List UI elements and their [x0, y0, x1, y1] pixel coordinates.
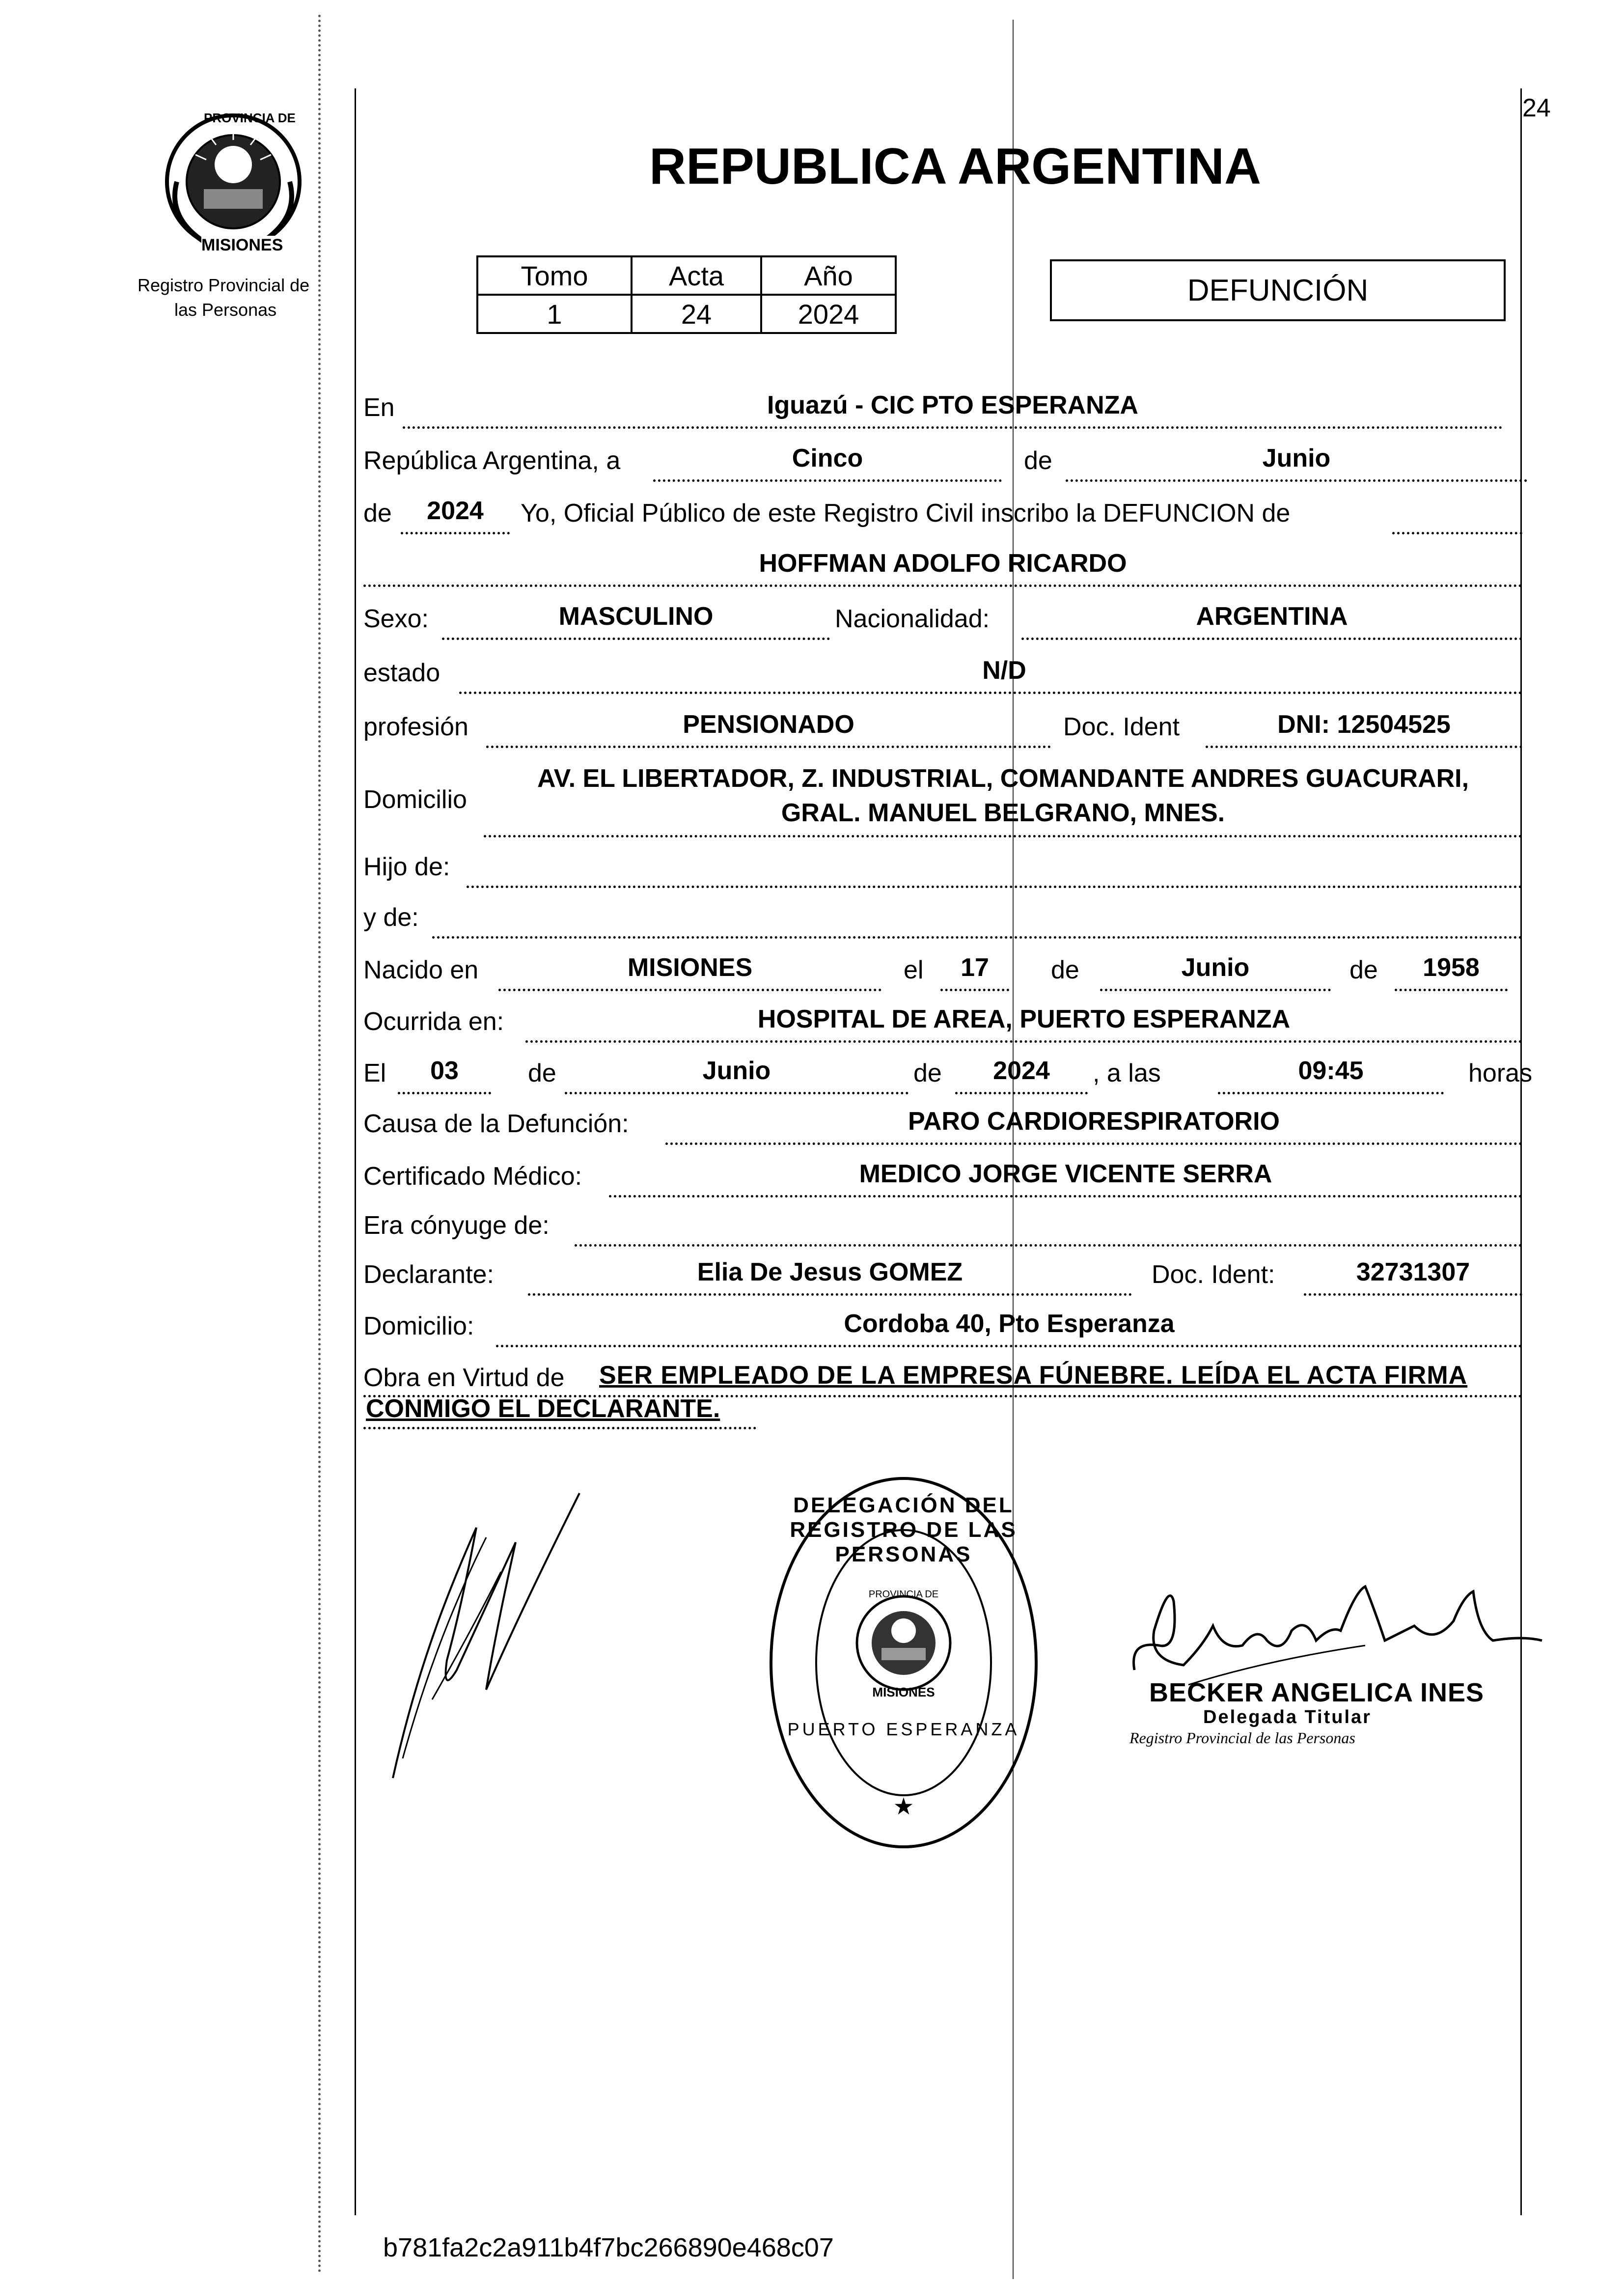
death-month-line [565, 1092, 908, 1094]
certificado-label: Certificado Médico: [363, 1162, 582, 1191]
birth-month-line [1100, 989, 1331, 991]
declarant-signature [373, 1483, 599, 1788]
domicilio-line1: AV. EL LIBERTADOR, Z. INDUSTRIAL, COMANDANTE ANDRES GUACURARI, [537, 764, 1469, 793]
month-word-value: Junio [1262, 444, 1331, 473]
doc-line [1206, 746, 1522, 748]
hijo-label: Hijo de: [363, 853, 450, 881]
stamp-emblem-top: PROVINCIA DE [868, 1589, 939, 1600]
en-label: En [363, 393, 395, 422]
doc-label: Doc. Ident [1063, 713, 1180, 741]
de-label-1: de [1024, 446, 1052, 475]
document-title: REPUBLICA ARGENTINA [649, 138, 1262, 195]
domicilio-label: Domicilio [363, 785, 467, 814]
en-value: Iguazú - CIC PTO ESPERANZA [767, 391, 1138, 419]
year-value: 2024 [427, 497, 484, 525]
death-day: 03 [430, 1057, 459, 1085]
seal-bottom-text: MISIONES [201, 236, 283, 254]
estado-line [459, 692, 1522, 694]
day-line [653, 479, 1002, 482]
de-label-6: de [913, 1059, 942, 1087]
birth-day: 17 [961, 953, 989, 982]
doc-value: DNI: 12504525 [1277, 710, 1451, 739]
causa-value: PARO CARDIORESPIRATORIO [908, 1107, 1280, 1136]
official-office: Registro Provincial de las Personas [1129, 1729, 1355, 1747]
tomo-header: Tomo [477, 256, 632, 295]
obra-value-line1: SER EMPLEADO DE LA EMPRESA FÚNEBRE. LEÍDA EL ACTA FIRMA [599, 1361, 1468, 1390]
obra-label: Obra en Virtud de [363, 1364, 565, 1392]
registry-name-line1: Registro Provincial de [138, 275, 310, 295]
delegation-stamp [766, 1474, 1041, 1852]
acta-header: Acta [632, 256, 761, 295]
registry-name-line2: las Personas [174, 300, 277, 320]
death-year-line [955, 1092, 1088, 1094]
birth-day-line [940, 989, 1009, 991]
official-name: BECKER ANGELICA INES [1149, 1678, 1485, 1707]
declarante-label: Declarante: [363, 1260, 494, 1289]
acta-value: 24 [632, 295, 761, 333]
decl-domicilio-value: Cordoba 40, Pto Esperanza [844, 1309, 1175, 1338]
el-label: el [904, 956, 924, 984]
sexo-value: MASCULINO [558, 602, 714, 631]
nacionalidad-line [1021, 638, 1522, 640]
horas-label: horas [1468, 1059, 1533, 1087]
domicilio-line [484, 835, 1522, 837]
declarante-line [528, 1293, 1132, 1296]
act-type-label: DEFUNCIÓN [1187, 273, 1369, 307]
act-type-box [1050, 259, 1506, 321]
deceased-name: HOFFMAN ADOLFO RICARDO [759, 549, 1127, 578]
month-line [1066, 479, 1527, 482]
profesion-line [486, 746, 1051, 748]
certificado-line [609, 1195, 1522, 1197]
yo-statement: Yo, Oficial Público de este Registro Civil inscribo la DEFUNCION de [521, 499, 1291, 528]
stamp-emblem-bottom: MISIONES [872, 1685, 935, 1699]
de-label-5: de [528, 1059, 556, 1087]
hijo-line [467, 886, 1522, 888]
declarante-value: Elia De Jesus GOMEZ [697, 1258, 963, 1286]
yo-trailing-line [1392, 532, 1522, 534]
stamp-star-icon: ★ [893, 1794, 914, 1820]
de-label-3: de [1051, 956, 1079, 984]
obra-line2 [363, 1427, 756, 1429]
causa-line [665, 1142, 1522, 1145]
record-table [476, 255, 897, 334]
conyuge-line [575, 1244, 1522, 1247]
nacionalidad-label: Nacionalidad: [835, 605, 990, 633]
day-word-value: Cinco [792, 444, 863, 473]
yde-label: y de: [363, 903, 419, 932]
name-line [363, 585, 1522, 587]
ocurrida-value: HOSPITAL DE AREA, PUERTO ESPERANZA [757, 1005, 1291, 1033]
tomo-value: 1 [477, 295, 632, 333]
decl-doc-line [1304, 1293, 1522, 1296]
yde-line [432, 936, 1522, 939]
official-title: Delegada Titular [1203, 1707, 1372, 1727]
birth-month: Junio [1181, 953, 1250, 982]
death-time-line [1218, 1092, 1444, 1094]
stamp-ring-text: DELEGACIÓN DEL REGISTRO DE LAS PERSONAS [790, 1493, 1018, 1566]
en-line [403, 426, 1503, 429]
right-margin-line [1520, 88, 1522, 2215]
death-month: Junio [702, 1057, 771, 1085]
obra-value-line2: CONMIGO EL DECLARANTE. [366, 1394, 720, 1423]
sexo-line [442, 638, 830, 640]
death-time: 09:45 [1298, 1057, 1364, 1085]
footer-hash: b781fa2c2a911b4f7bc266890e468c07 [383, 2233, 834, 2262]
nacionalidad-value: ARGENTINA [1196, 602, 1348, 631]
left-margin-line [355, 88, 356, 2215]
birth-year-line [1395, 989, 1508, 991]
ano-value: 2024 [761, 295, 896, 333]
decl-domicilio-label: Domicilio: [363, 1312, 474, 1340]
left-margin-dotted-line [318, 15, 321, 2274]
decl-domicilio-line [496, 1345, 1522, 1347]
death-day-line [398, 1092, 491, 1094]
seal-top-text: PROVINCIA DE [204, 111, 296, 125]
stamp-inner-text: PUERTO ESPERANZA [787, 1719, 1020, 1739]
de-label-2: de [363, 499, 392, 528]
causa-label: Causa de la Defunción: [363, 1110, 629, 1138]
ano-header: Año [761, 256, 896, 295]
domicilio-line2: GRAL. MANUEL BELGRANO, MNES. [781, 799, 1225, 827]
nacido-line [498, 989, 881, 991]
profesion-label: profesión [363, 713, 468, 741]
year-line [401, 532, 510, 534]
profesion-value: PENSIONADO [683, 710, 854, 739]
ocurrida-line [525, 1040, 1522, 1043]
sexo-label: Sexo: [363, 605, 429, 633]
de-label-4: de [1349, 956, 1378, 984]
estado-value: N/D [982, 656, 1026, 685]
fold-line [1013, 20, 1014, 2279]
conyuge-label: Era cónyuge de: [363, 1211, 550, 1240]
page-number: 24 [1522, 94, 1551, 122]
republica-label: República Argentina, a [363, 446, 621, 475]
a-las-label: , a las [1093, 1059, 1161, 1087]
certificado-value: MEDICO JORGE VICENTE SERRA [859, 1160, 1272, 1188]
El-label: El [363, 1059, 386, 1087]
decl-doc-value: 32731307 [1356, 1258, 1470, 1286]
death-year: 2024 [993, 1057, 1050, 1085]
nacido-label: Nacido en [363, 956, 479, 984]
decl-doc-label: Doc. Ident: [1152, 1260, 1275, 1289]
nacido-value: MISIONES [627, 953, 753, 982]
estado-label: estado [363, 659, 440, 687]
province-seal [157, 106, 309, 258]
birth-year: 1958 [1423, 953, 1480, 982]
ocurrida-label: Ocurrida en: [363, 1007, 504, 1036]
